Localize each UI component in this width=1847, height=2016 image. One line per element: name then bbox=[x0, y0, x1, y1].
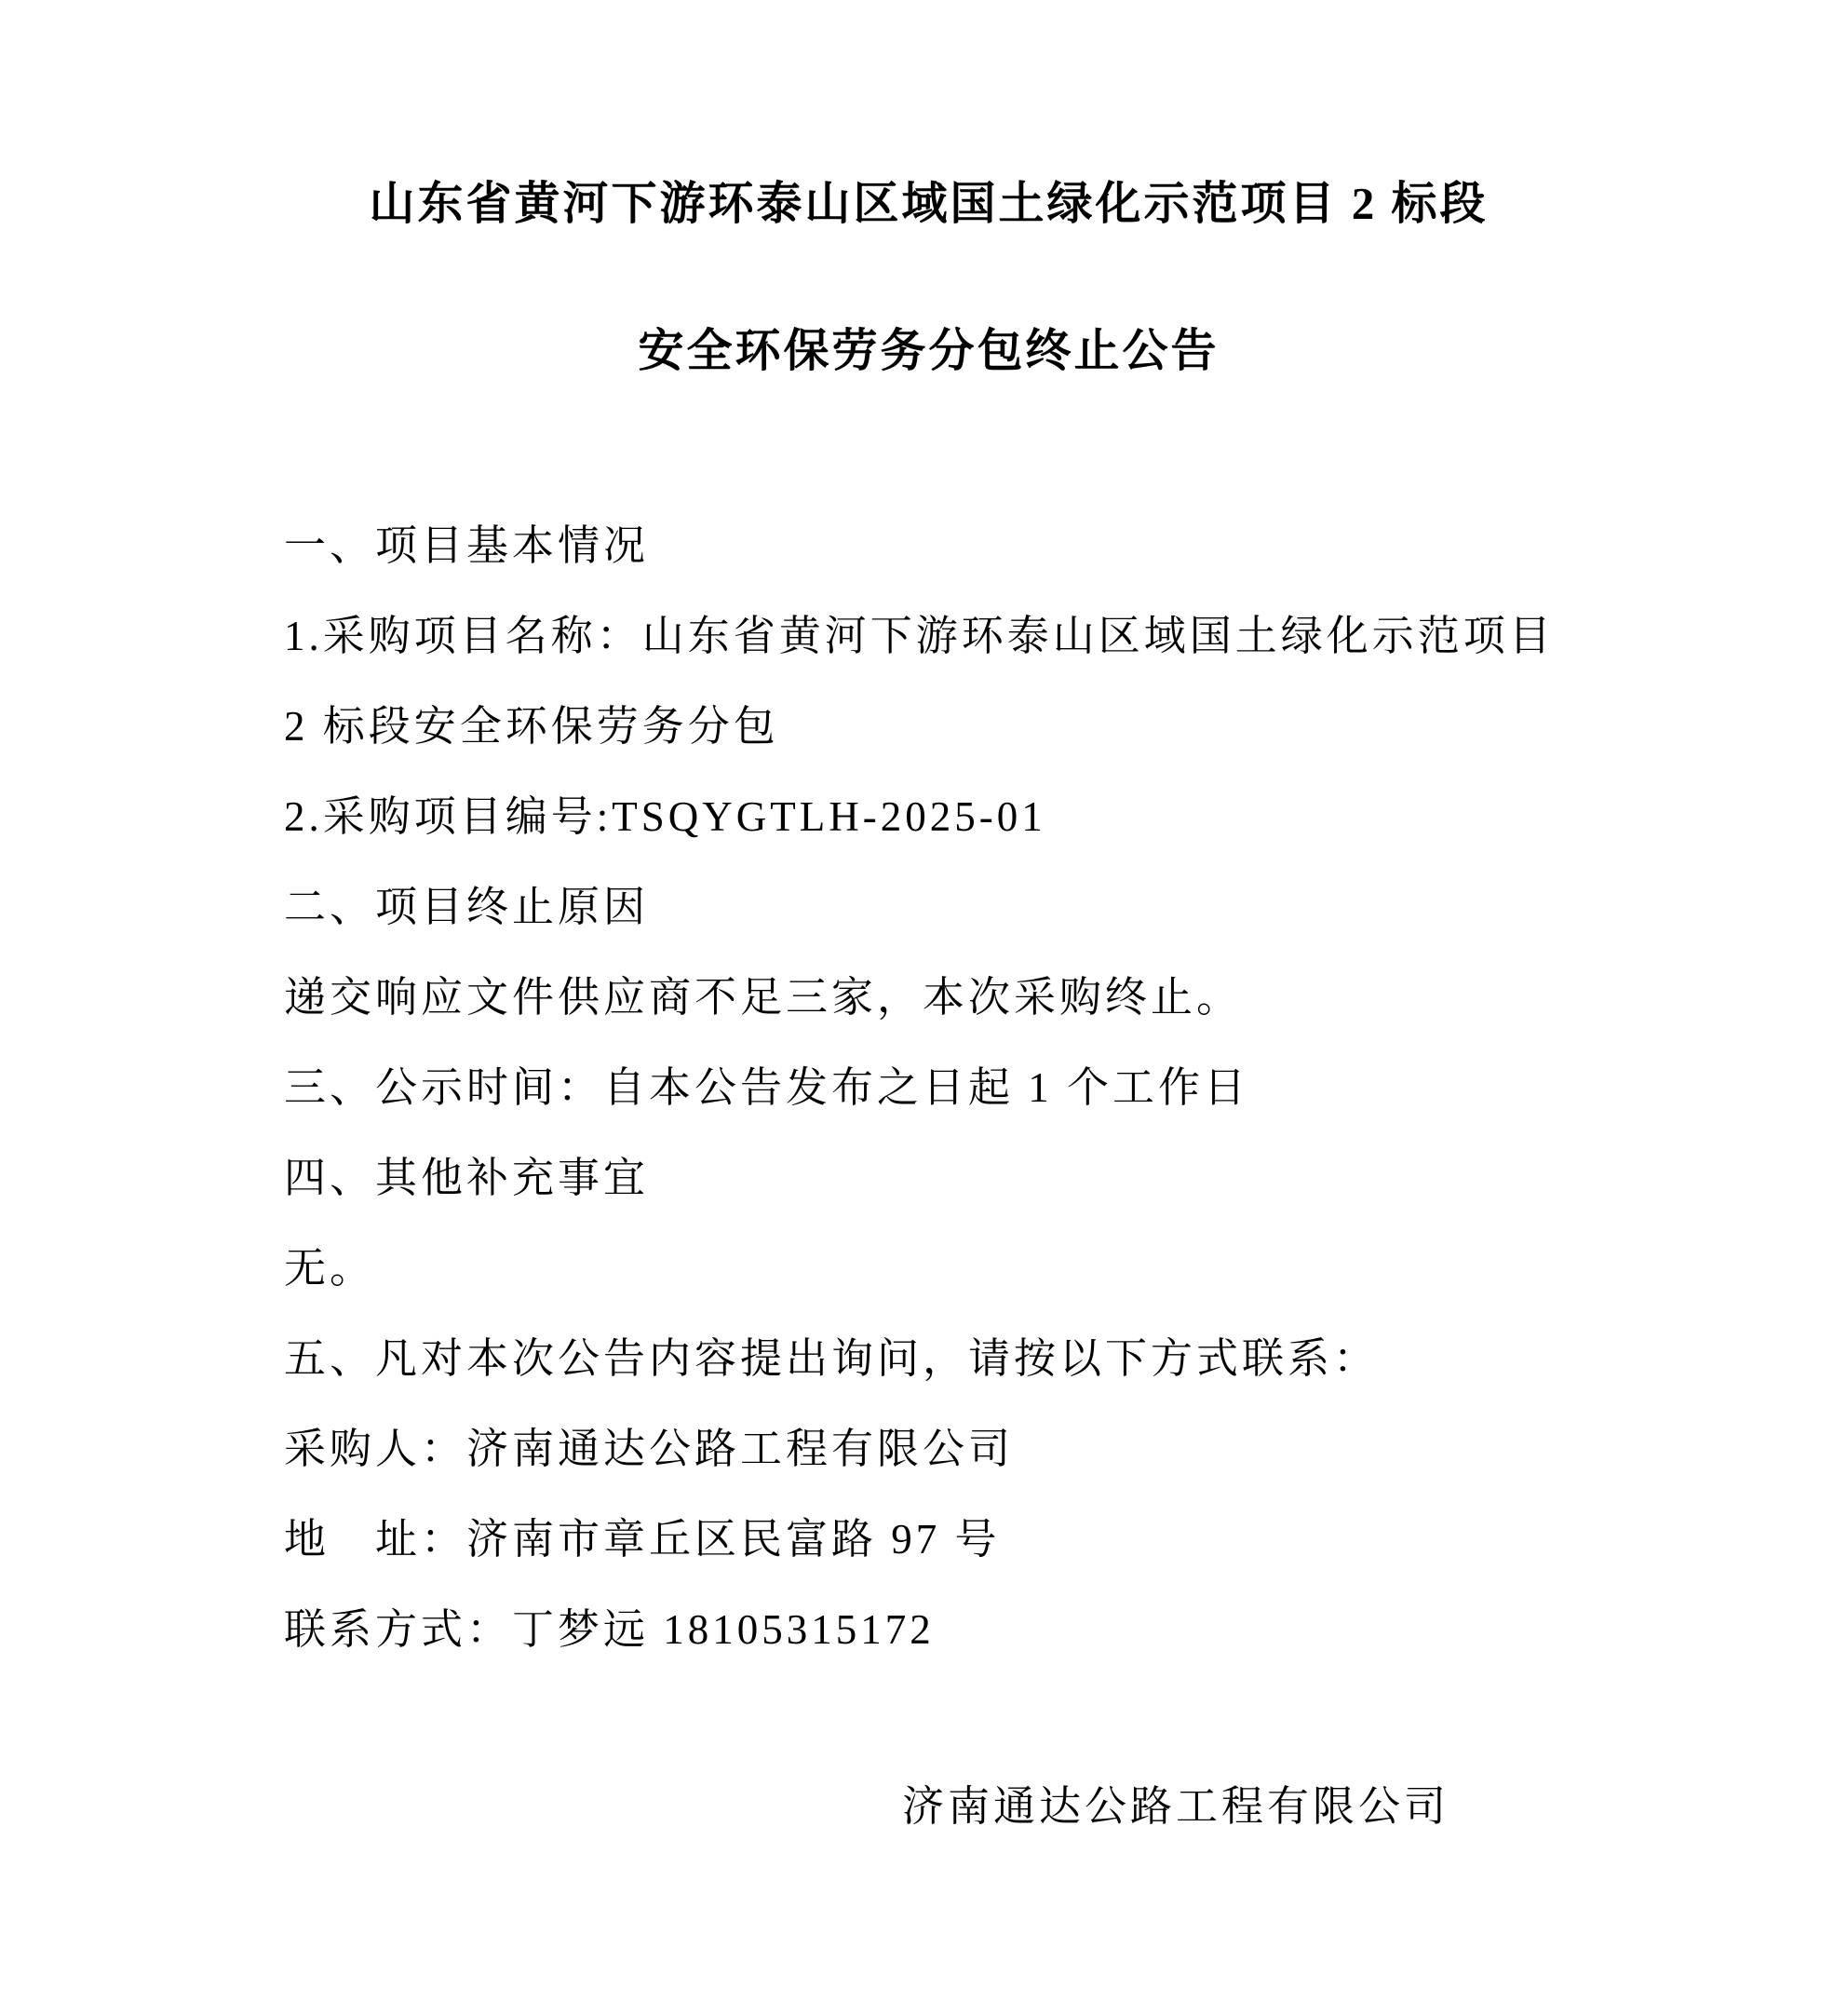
termination-reason-line: 递交响应文件供应商不足三家，本次采购终止。 bbox=[284, 974, 1243, 1021]
section5-heading: 五、凡对本次公告内容提出询问，请按以下方式联系： bbox=[284, 1335, 1380, 1382]
contact-line: 联系方式：丁梦远 18105315172 bbox=[284, 1606, 935, 1653]
section4-heading: 四、其他补充事宜 bbox=[284, 1155, 650, 1201]
section2-heading: 二、项目终止原因 bbox=[284, 884, 650, 930]
purchaser-line: 采购人：济南通达公路工程有限公司 bbox=[284, 1426, 1015, 1472]
document-body bbox=[284, 501, 1573, 1675]
document-title-line2: 安全环保劳务分包终止公告 bbox=[638, 325, 1220, 376]
signature-company: 济南通达公路工程有限公司 bbox=[901, 1783, 1449, 1830]
project-number-line: 2.采购项目编号:TSQYGTLH-2025-01 bbox=[284, 793, 1046, 840]
project-name-line2: 2 标段安全环保劳务分包 bbox=[284, 703, 779, 750]
section1-heading: 一、项目基本情况 bbox=[284, 522, 650, 569]
section4-content-line: 无。 bbox=[284, 1245, 376, 1292]
address-line: 地 址：济南市章丘区民富路 97 号 bbox=[284, 1516, 1001, 1563]
document-title-line1: 山东省黄河下游环泰山区域国土绿化示范项目 2 标段 bbox=[369, 178, 1489, 229]
project-name-line1: 1.采购项目名称：山东省黄河下游环泰山区域国土绿化示范项目 bbox=[284, 613, 1555, 659]
section3-publicity-line: 三、公示时间：自本公告发布之日起 1 个工作日 bbox=[284, 1064, 1250, 1111]
